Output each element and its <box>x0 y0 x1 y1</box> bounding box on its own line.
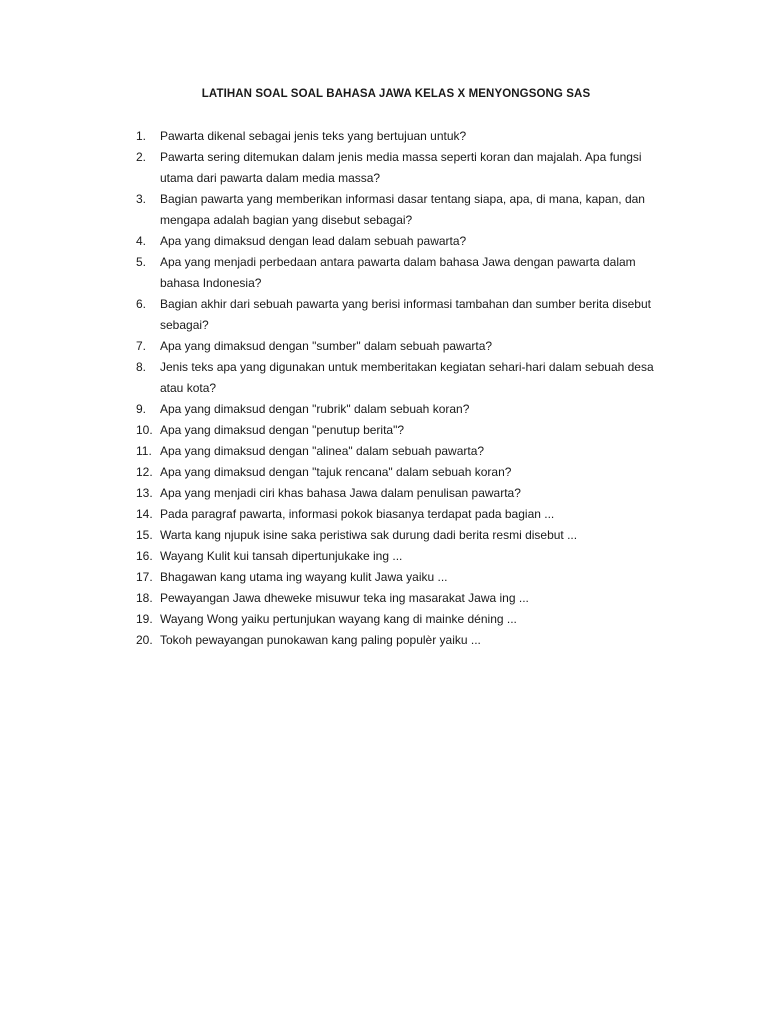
question-text <box>160 567 656 588</box>
question-number: 15. <box>136 528 153 542</box>
question-item <box>136 294 656 336</box>
question-line: Apa yang dimaksud dengan "tajuk rencana" dalam sebuah koran? <box>160 465 512 479</box>
question-item <box>136 420 656 441</box>
question-line: Bagian akhir dari sebuah pawarta yang berisi informasi tambahan dan sumber berita disebut <box>160 297 651 311</box>
question-item <box>136 504 656 525</box>
question-number: 5. <box>136 255 147 269</box>
question-item <box>136 189 656 231</box>
question-text <box>160 252 656 294</box>
question-number: 6. <box>136 297 147 311</box>
question-text <box>160 147 656 189</box>
question-line: Pawarta dikenal sebagai jenis teks yang bertujuan untuk? <box>160 129 467 143</box>
question-item <box>136 567 656 588</box>
question-item <box>136 588 656 609</box>
question-text <box>160 420 656 441</box>
question-line: mengapa adalah bagian yang disebut sebagai? <box>160 213 413 227</box>
question-text <box>160 462 656 483</box>
question-number: 16. <box>136 549 153 563</box>
question-item <box>136 546 656 567</box>
question-number: 18. <box>136 591 153 605</box>
question-text <box>160 504 656 525</box>
question-number: 8. <box>136 360 147 374</box>
question-line: Apa yang dimaksud dengan "rubrik" dalam sebuah koran? <box>160 402 470 416</box>
question-number: 2. <box>136 150 147 164</box>
question-number: 3. <box>136 192 147 206</box>
question-line: utama dari pawarta dalam media massa? <box>160 171 381 185</box>
question-number: 11. <box>136 444 152 458</box>
question-text <box>160 525 656 546</box>
question-number: 20. <box>136 633 153 647</box>
question-text <box>160 231 656 252</box>
question-text <box>160 609 656 630</box>
question-item <box>136 336 656 357</box>
question-text <box>160 126 656 147</box>
question-text <box>160 441 656 462</box>
question-item <box>136 147 656 189</box>
document-title: LATIHAN SOAL SOAL BAHASA JAWA KELAS X MENYONGSONG SAS <box>201 88 591 100</box>
question-text <box>160 336 656 357</box>
question-text <box>160 588 656 609</box>
question-line: sebagai? <box>160 318 209 332</box>
question-line: Pewayangan Jawa dheweke misuwur teka ing masarakat Jawa ing ... <box>160 591 529 605</box>
question-text <box>160 630 656 651</box>
question-number: 13. <box>136 486 153 500</box>
question-line: Tokoh pewayangan punokawan kang paling populèr yaiku ... <box>160 633 481 647</box>
question-list <box>136 126 656 651</box>
question-line: Apa yang dimaksud dengan lead dalam sebuah pawarta? <box>160 234 467 248</box>
question-text <box>160 399 656 420</box>
question-line: Bhagawan kang utama ing wayang kulit Jawa yaiku ... <box>160 570 448 584</box>
question-item <box>136 462 656 483</box>
question-item <box>136 483 656 504</box>
question-line: Jenis teks apa yang digunakan untuk memberitakan kegiatan sehari-hari dalam sebuah desa <box>160 360 654 374</box>
question-line: Apa yang menjadi perbedaan antara pawarta dalam bahasa Jawa dengan pawarta dalam <box>160 255 636 269</box>
question-number: 12. <box>136 465 153 479</box>
question-number: 19. <box>136 612 153 626</box>
question-item <box>136 630 656 651</box>
question-item <box>136 441 656 462</box>
question-number: 17. <box>136 570 153 584</box>
question-line: Apa yang dimaksud dengan "alinea" dalam sebuah pawarta? <box>160 444 485 458</box>
question-text <box>160 294 656 336</box>
question-number: 4. <box>136 234 147 248</box>
question-text <box>160 546 656 567</box>
question-number: 1. <box>136 129 147 143</box>
question-line: Apa yang dimaksud dengan "sumber" dalam sebuah pawarta? <box>160 339 493 353</box>
question-number: 9. <box>136 402 147 416</box>
question-text <box>160 357 656 399</box>
question-line: bahasa Indonesia? <box>160 276 262 290</box>
question-number: 7. <box>136 339 147 353</box>
question-item <box>136 357 656 399</box>
question-line: Apa yang menjadi ciri khas bahasa Jawa dalam penulisan pawarta? <box>160 486 521 500</box>
question-item <box>136 126 656 147</box>
question-line: Bagian pawarta yang memberikan informasi dasar tentang siapa, apa, di mana, kapan, dan <box>160 192 645 206</box>
question-item <box>136 525 656 546</box>
question-item <box>136 609 656 630</box>
question-line: atau kota? <box>160 381 217 395</box>
question-line: Pawarta sering ditemukan dalam jenis media massa seperti koran dan majalah. Apa fungsi <box>160 150 642 164</box>
question-line: Pada paragraf pawarta, informasi pokok biasanya terdapat pada bagian ... <box>160 507 555 521</box>
question-line: Apa yang dimaksud dengan "penutup berita"? <box>160 423 405 437</box>
question-text <box>160 189 656 231</box>
question-line: Wayang Kulit kui tansah dipertunjukake ing ... <box>160 549 403 563</box>
question-number: 10. <box>136 423 153 437</box>
question-item <box>136 252 656 294</box>
question-line: Warta kang njupuk isine saka peristiwa sak durung dadi berita resmi disebut ... <box>160 528 578 542</box>
question-number: 14. <box>136 507 153 521</box>
question-line: Wayang Wong yaiku pertunjukan wayang kang di mainke déning ... <box>160 612 517 626</box>
question-item <box>136 231 656 252</box>
question-text <box>160 483 656 504</box>
question-item <box>136 399 656 420</box>
